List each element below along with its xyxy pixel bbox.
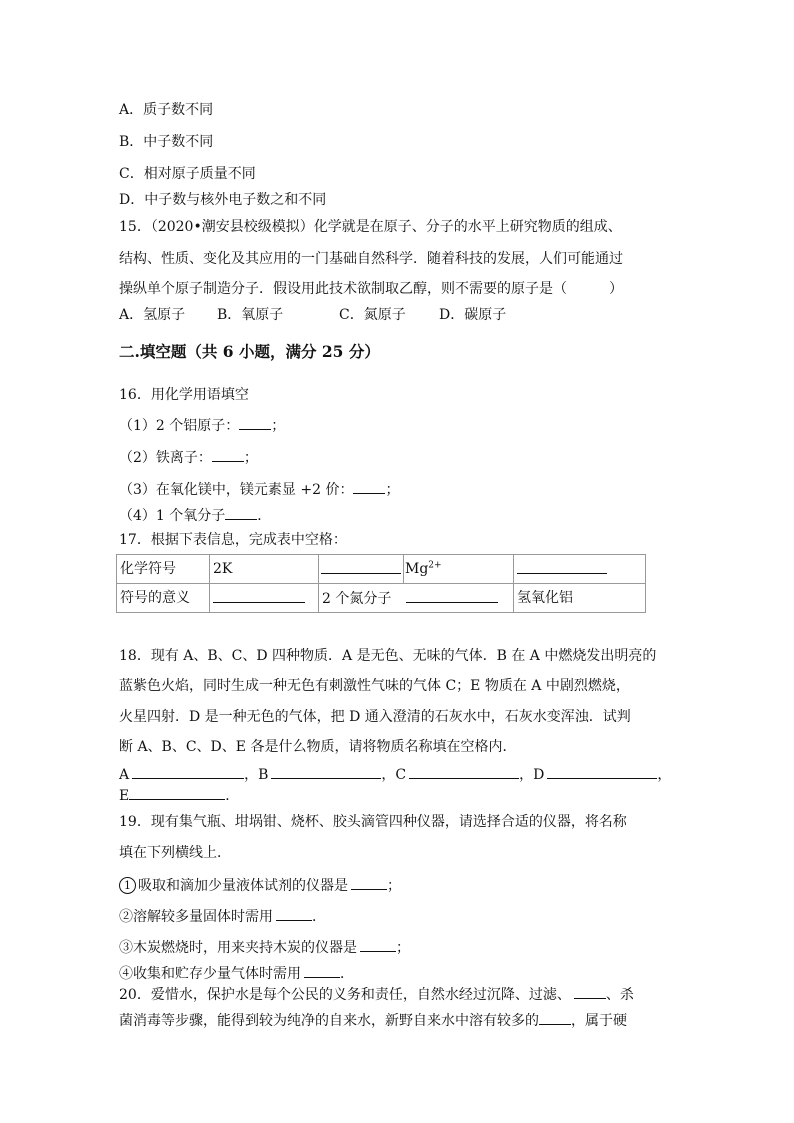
q15-option-b: B．氧原子 (217, 307, 284, 323)
q15-option-d: D．碳原子 (439, 307, 507, 323)
answer-blank[interactable] (539, 1011, 571, 1025)
q15-line-1: 15．（2020•潮安县校级模拟）化学就是在原子、分子的水平上研究物质的组成、 (119, 219, 622, 235)
answer-blank[interactable] (213, 589, 305, 603)
table-cell (514, 555, 646, 584)
answer-blank[interactable] (225, 506, 257, 520)
table-row (117, 555, 646, 584)
answer-blank[interactable] (212, 448, 244, 462)
q14-option-b: B．中子数不同 (119, 134, 214, 150)
answer-blank[interactable] (547, 765, 657, 779)
q14-option-c: C．相对原子质量不同 (119, 166, 256, 182)
q15-option-a: A．氢原子 (119, 307, 186, 323)
q20-line-1: 20．爱惜水，保护水是每个公民的义务和责任，自然水经过沉降、过滤、 、杀 (119, 987, 634, 1003)
q18-line-1: 18．现有 A、B、C、D 四种物质．A 是无色、无味的气体．B 在 A 中燃烧发出明亮的 (119, 648, 657, 664)
table-row (117, 584, 646, 613)
table-cell: 符号的意义 (117, 584, 210, 613)
q14-option-d: D．中子数与核外电子数之和不同 (119, 192, 327, 208)
q18-line-3: 火星四射．D 是一种无色的气体，把 D 通入澄清的石灰水中，石灰水变浑浊．试判 (119, 709, 631, 725)
answer-blank[interactable] (321, 560, 401, 574)
q20-line-2: 菌消毒等步骤，能得到较为纯净的自来水，新野自来水中溶有较多的 ，属于硬 (119, 1013, 627, 1029)
q17-stem: 17．根据下表信息，完成表中空格： (119, 532, 347, 548)
q14-option-a: A．质子数不同 (119, 102, 214, 118)
table-cell: $Mg^{2+}$ (404, 555, 514, 584)
q19-line-2: 填在下列横线上． (119, 845, 231, 861)
section-2-heading: 二.填空题（共 6 小题，满分 25 分） (119, 342, 380, 361)
answer-blank[interactable] (239, 416, 271, 430)
answer-blank[interactable] (406, 589, 498, 603)
q15-line-3: 操纵单个原子制造分子．假设用此技术欲制取乙醇，则不需要的原子是（ ） (119, 281, 623, 297)
q19-line-1: 19．现有集气瓶、坩埚钳、烧杯、胶头滴管四种仪器，请选择合适的仪器，将名称 (119, 814, 627, 830)
table-cell (319, 555, 404, 584)
q16-item-2: （2）铁离子： ； (119, 450, 258, 466)
table-cell: 2K (210, 555, 319, 584)
answer-blank[interactable] (276, 907, 312, 921)
answer-blank[interactable] (517, 560, 607, 574)
q18-blanks: A ，B ，C ，D ， (119, 767, 672, 783)
circled-number: 1 (119, 877, 136, 894)
q16-item-3: （3）在氧化镁中，镁元素显 +2 价： ； (119, 482, 400, 498)
table-cell: 2 个氮分子 (319, 584, 514, 613)
q19-item-4: ④收集和贮存少量气体时需用 ． (119, 966, 354, 982)
answer-blank[interactable] (351, 876, 387, 890)
answer-blank[interactable] (360, 938, 396, 952)
q19-item-2: ②溶解较多量固体时需用 ． (119, 909, 326, 925)
q19-item-3: ③木炭燃烧时，用来夹持木炭的仪器是 ； (119, 940, 410, 956)
q18-blank-e: E ． (119, 788, 240, 804)
answer-blank[interactable] (353, 480, 385, 494)
q18-line-4: 断 A、B、C、D、E 各是什么物质，请将物质名称填在空格内． (119, 739, 517, 755)
answer-blank[interactable] (304, 964, 340, 978)
q18-line-2: 蓝紫色火焰，同时生成一种无色有刺激性气味的气体 C；E 物质在 A 中剧烈燃烧， (119, 678, 630, 694)
q17-table (116, 554, 646, 613)
q15-line-2: 结构、性质、变化及其应用的一门基础自然科学．随着科技的发展，人们可能通过 (119, 251, 623, 267)
table-cell: 化学符号 (117, 555, 210, 584)
answer-blank[interactable] (129, 786, 225, 800)
table-cell: 氢氧化铝 (514, 584, 646, 613)
q16-stem: 16．用化学用语填空 (119, 387, 249, 403)
q15-options (119, 306, 506, 324)
q16-item-1: （1）2 个铝原子： ； (119, 418, 286, 434)
q15-option-c: C．氮原子 (339, 307, 406, 323)
table-cell (210, 584, 319, 613)
answer-blank[interactable] (574, 985, 606, 999)
q16-item-4: （4）1 个氧分子 ． (119, 508, 272, 524)
answer-blank[interactable] (271, 765, 381, 779)
answer-blank[interactable] (409, 765, 519, 779)
q19-item-1: 1 吸取和滴加少量液体试剂的仪器是 ； (119, 876, 401, 895)
answer-blank[interactable] (132, 765, 244, 779)
